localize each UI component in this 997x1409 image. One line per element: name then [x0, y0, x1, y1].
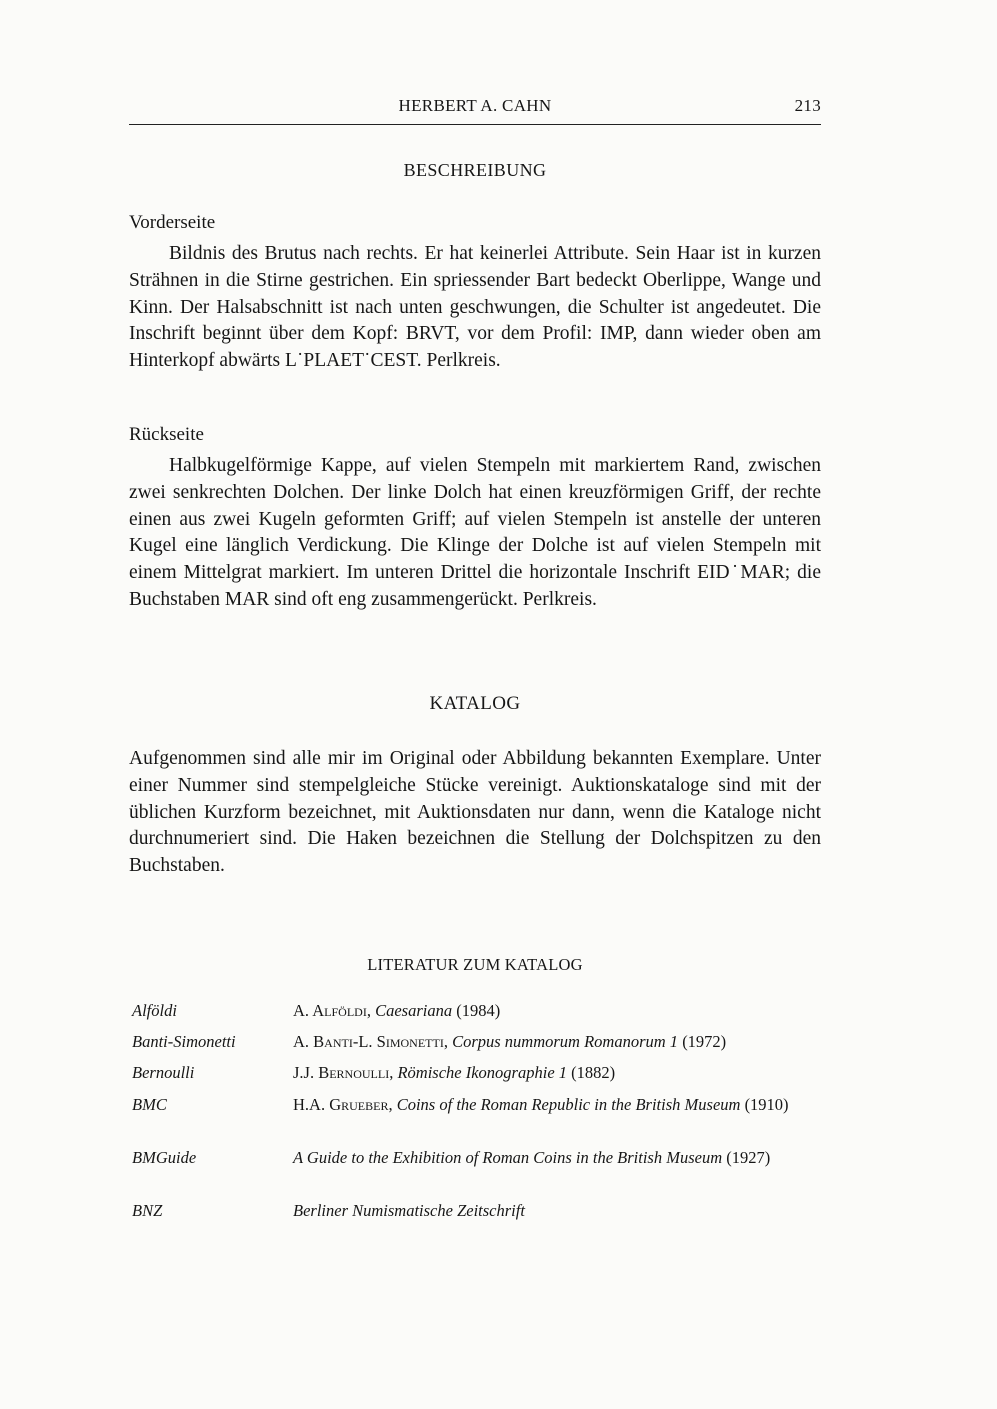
running-head [129, 96, 821, 125]
katalog-paragraph: Aufgenommen sind alle mir im Original oder Abbildung bekannten Exemplare. Unter einer Nummer sind stempelgleiche Stücke vereinigt. Auktionskataloge sind mit der üblichen Kurzform bezeichnet, mit Auktionsdaten nur dann, wenn die Kataloge nicht durchnumeriert sind. Die Haken bezeichnen die Stellung der Dolchspitzen zu den Buchstaben. [129, 748, 821, 877]
literature-reference [293, 1061, 824, 1085]
reference-title: Römische Ikonographie 1 [397, 1063, 568, 1082]
reference-title: Berliner Numismatische Zeitschrift [293, 1201, 525, 1220]
katalog-heading: KATALOG [429, 693, 521, 714]
literature-key: BMC [132, 1095, 167, 1114]
rueckseite-paragraph: Halbkugelförmige Kappe, auf vielen Stempeln mit markiertem Rand, zwischen zwei senkrechten Dolchen. Der linke Dolch hat einen kreuzförmigen Griff, der rechte einen aus zwei Kugeln geformten Griff; auf vielen Stempeln ist anstelle der unteren Kugel eine länglich Verdickung. Die Klinge der Dolche ist auf vielen Stempeln mit einem Mittelgrat markiert. Im unteren Drittel die horizontale Inschrift EID˙MAR; die Buchstaben MAR sind oft eng zusammengerückt. Perlkreis. [129, 455, 821, 610]
reference-author: J.J. Bernoulli, [293, 1063, 394, 1082]
literature-reference [293, 999, 824, 1023]
reference-title: Coins of the Roman Republic in the British Museum [396, 1095, 741, 1114]
literature-key: Banti-Simonetti [132, 1032, 236, 1051]
reference-date: (1927) [726, 1148, 771, 1167]
literature-reference [293, 1093, 824, 1117]
reference-title: A Guide to the Exhibition of Roman Coins in the British Museum [293, 1148, 723, 1167]
reference-date: (1910) [744, 1095, 789, 1114]
literature-key: Alföldi [132, 1001, 177, 1020]
beschreibung-heading: BESCHREIBUNG [403, 160, 547, 180]
reference-date: (1984) [456, 1001, 501, 1020]
vorderseite-paragraph: Bildnis des Brutus nach rechts. Er hat keinerlei Attribute. Sein Haar ist in kurzen Strähnen in die Stirne gestrichen. Ein spriessender Bart bedeckt Oberlippe, Wange und Kinn. Der Halsabschnitt ist nach unten geschwungen, die Schulter ist angedeutet. Die Inschrift beginnt über dem Kopf: BRVT, vor dem Profil: IMP, dann wieder oben am Hinterkopf abwärts L˙PLAET˙CEST. Perlkreis. [129, 243, 821, 372]
literatur-heading: LITERATUR ZUM KATALOG [367, 955, 583, 974]
reference-date: (1882) [571, 1063, 616, 1082]
literature-key: Bernoulli [132, 1063, 195, 1082]
reference-title: Corpus nummorum Romanorum 1 [452, 1032, 679, 1051]
vorderseite-label: Vorderseite [129, 212, 216, 233]
reference-author: A. Alföldi, [293, 1001, 371, 1020]
reference-author: A. Banti-L. Simonetti, [293, 1032, 448, 1051]
literature-key: BMGuide [132, 1148, 197, 1167]
literature-reference [293, 1146, 824, 1170]
reference-date: (1972) [682, 1032, 727, 1051]
literature-reference [293, 1030, 824, 1054]
running-head-author: HERBERT A. CAHN [398, 96, 552, 115]
reference-title: Caesariana [375, 1001, 453, 1020]
rueckseite-label: Rückseite [129, 424, 204, 445]
literature-reference [293, 1199, 824, 1223]
literature-key: BNZ [132, 1201, 163, 1220]
page-number: 213 [794, 96, 821, 115]
reference-author: H.A. Grueber, [293, 1095, 393, 1114]
